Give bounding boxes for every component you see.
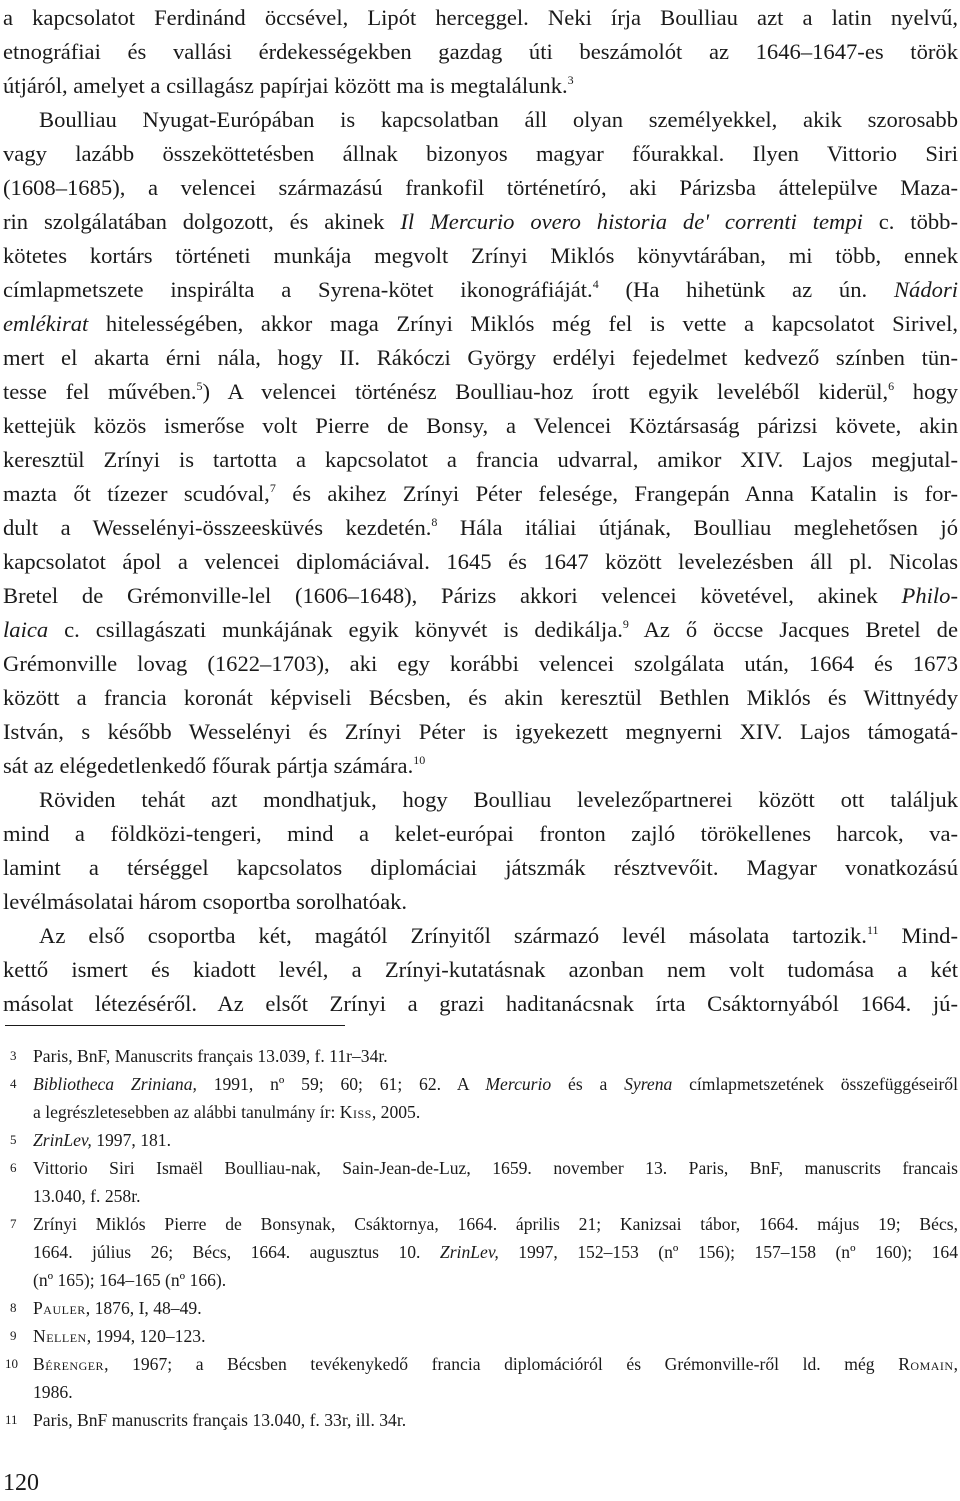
footnote-line: a legrészletesebben az alábbi tanulmány ír: Kiss, 2005. <box>33 1102 421 1122</box>
text-line: Bretel de Grémonville-lel (1606–1648), Párizs akkori velencei követével, akinek Philo- <box>3 583 958 608</box>
footnote-line: 1986. <box>33 1382 73 1402</box>
footnote-line: Bibliotheca Zriniana, 1991, nº 59; 60; 61; 62. A Mercurio és a Syrena címlapmetszetének összefüggéseiről <box>33 1074 958 1094</box>
text-line: mert el akarta érni nála, hogy II. Rákóczi György erdélyi fejedelmet kedvező színben tün- <box>3 345 958 370</box>
footnote-line: 13.040, f. 258r. <box>33 1186 141 1206</box>
footnote-ref: 8 <box>431 515 438 529</box>
text-line: etnográfiai és vallási érdekességekben gazdag úti beszámolót az 1646–1647-es török <box>3 39 958 64</box>
text-line: emlékirat hitelességében, akkor maga Zrínyi Miklós még fel is vette a kapcsolatot Sirivel, <box>3 311 958 336</box>
text-line: útjáról, amelyet a csillagász papírjai között ma is megtalálunk.$^3$ <box>3 73 574 98</box>
footnote-ref: 11 <box>866 923 879 937</box>
text-line: (1608–1685), a velencei származású frankofil történetíró, aki Párizsba áttelepülve Maza- <box>3 175 958 200</box>
footnote-number: 7 <box>10 1216 17 1231</box>
footnote-ref: 6 <box>888 379 895 393</box>
footnote-ref: 5 <box>196 379 203 393</box>
footnote-number: 11 <box>5 1412 18 1427</box>
footnote-line: ZrinLev, 1997, 181. <box>33 1130 171 1150</box>
footnote-line: Paris, BnF manuscrits français 13.040, f. 33r, ill. 34r. <box>33 1410 407 1430</box>
footnote-ref: 3 <box>567 73 574 87</box>
text-line: kettő ismert és kiadott levél, a Zrínyi-kutatásnak azonban nem volt tudomása a két <box>3 957 958 982</box>
text-line: lamint a térséggel kapcsolatos diplomáciai játszmák résztvevőit. Magyar vonatkozású <box>3 855 958 880</box>
italic-title: emlékirat <box>3 311 89 336</box>
text-line: dult a Wesselényi-összeesküvés kezdetén.$^8$ Hála itáliai útjának, Boulliau meglehetősen jó <box>3 515 958 540</box>
text-line: között a francia koronát képviseli Bécsben, és akin keresztül Bethlen Miklós és Wittnyédy <box>3 685 958 710</box>
text-line: mind a földközi-tengeri, mind a kelet-európai fronton zajló törökellenes harcok, va- <box>3 821 958 846</box>
footnote-separator <box>5 1025 345 1026</box>
text-line: rin szolgálatában dolgozott, és akinek Il Mercurio overo historia de' correnti tempi c. több- <box>3 209 958 234</box>
footnote-ref: 7 <box>269 481 276 495</box>
footnote-number: 4 <box>10 1076 17 1091</box>
text-line: Boulliau Nyugat-Európában is kapcsolatban áll olyan személyekkel, akik szorosabb <box>39 107 958 132</box>
footnote-number: 10 <box>5 1356 18 1371</box>
footnote-line: Pauler, 1876, I, 48–49. <box>33 1298 202 1318</box>
footnote-number: 5 <box>10 1132 17 1147</box>
italic-title: laica <box>3 617 49 642</box>
footnote-ref: 10 <box>413 753 426 767</box>
text-line: mazta őt tízezer scudóval,$^7$ és akihez Zrínyi Péter felesége, Frangepán Anna Katalin is for- <box>3 481 958 506</box>
text-line: másolat létezéséről. Az elsőt Zrínyi a grazi haditanácsnak írta Csáktornyából 1664. jú- <box>3 991 958 1016</box>
footnote-number: 6 <box>10 1160 17 1175</box>
text-line: levélmásolatai három csoportba sorolhatóak. <box>3 889 408 914</box>
italic-title: Il Mercurio overo historia de' correnti tempi <box>400 209 863 234</box>
footnote-number: 3 <box>10 1048 17 1063</box>
text-line: kötetes kortárs történeti munkája megvolt Zrínyi Miklós könyvtárában, mi több, ennek <box>3 243 958 268</box>
text-line: vagy lazább összeköttetésben állnak bizonyos magyar főurakkal. Ilyen Vittorio Siri <box>3 141 958 166</box>
text-line: címlapmetszete inspirálta a Syrena-kötet ikonográfiáját.$^4$ (Ha hihetünk az ún. Nádori <box>3 277 959 302</box>
text-line: Grémonville lovag (1622–1703), aki egy korábbi velencei szolgálata után, 1664 és 1673 <box>3 651 958 676</box>
text-line: István, s később Wesselényi és Zrínyi Péter is igyekezett megnyerni XIV. Lajos támogatá- <box>3 719 958 744</box>
text-line: Az első csoportba két, magától Zrínyitől származó levél másolata tartozik.$^{11}$ Mind- <box>39 923 958 948</box>
footnote-line: Zrínyi Miklós Pierre de Bonsynak, Csáktornya, 1664. április 21; Kanizsai tábor, 1664. május 19; Bécs, <box>33 1214 958 1234</box>
footnote-line: Bérenger, 1967; a Bécsben tevékenykedő francia diplomációról és Grémonville-ről ld. még Romain, <box>33 1354 958 1374</box>
text-line: laica c. csillagászati munkájának egyik könyvét is dedikálja.$^9$ Az ő öccse Jacques Bretel de <box>3 617 958 642</box>
text-line: tesse fel művében.$^5$) A velencei történész Boulliau-hoz írott egyik leveléből kiderül,$^6$ hogy <box>3 379 958 404</box>
footnote-ref: 9 <box>622 617 629 631</box>
footnote-number: 8 <box>10 1300 17 1315</box>
text-line: kapcsolatot ápol a velencei diplomáciával. 1645 és 1647 között levelezésben áll pl. Nicolas <box>3 549 958 574</box>
footnote-line: 1664. július 26; Bécs, 1664. augusztus 10. ZrinLev, 1997, 152–153 (nº 156); 157–158 (nº 160); 164 <box>33 1242 958 1262</box>
text-line: Röviden tehát azt mondhatjuk, hogy Boulliau levelezőpartnerei között ott találjuk <box>39 787 958 812</box>
footnote-line: Paris, BnF, Manuscrits français 13.039, f. 11r–34r. <box>33 1046 388 1066</box>
page-number: 120 <box>3 1470 39 1496</box>
text-line: kettejük közös ismerőse volt Pierre de Bonsy, a Velencei Köztársaság párizsi követe, akin <box>3 413 958 438</box>
footnote-line: Nellen, 1994, 120–123. <box>33 1326 206 1346</box>
italic-title: Nádori <box>893 277 959 302</box>
footnote-line: Vittorio Siri Ismaël Boulliau-nak, Sain-Jean-de-Luz, 1659. november 13. Paris, BnF, manuscrits francais <box>33 1158 958 1178</box>
footnote-line: (nº 165); 164–165 (nº 166). <box>33 1270 227 1290</box>
text-line: keresztül Zrínyi is tartotta a kapcsolatot a francia udvarral, amikor XIV. Lajos megjutal- <box>3 447 958 472</box>
italic-title: Philo- <box>901 583 958 608</box>
footnote-ref: 4 <box>592 277 599 291</box>
text-line: sát az elégedetlenkedő főurak pártja számára.$^{10}$ <box>3 753 426 778</box>
text-line: a kapcsolatot Ferdinánd öccsével, Lipót herceggel. Neki írja Boulliau azt a latin nyelvű, <box>3 5 958 30</box>
footnote-number: 9 <box>10 1328 17 1343</box>
